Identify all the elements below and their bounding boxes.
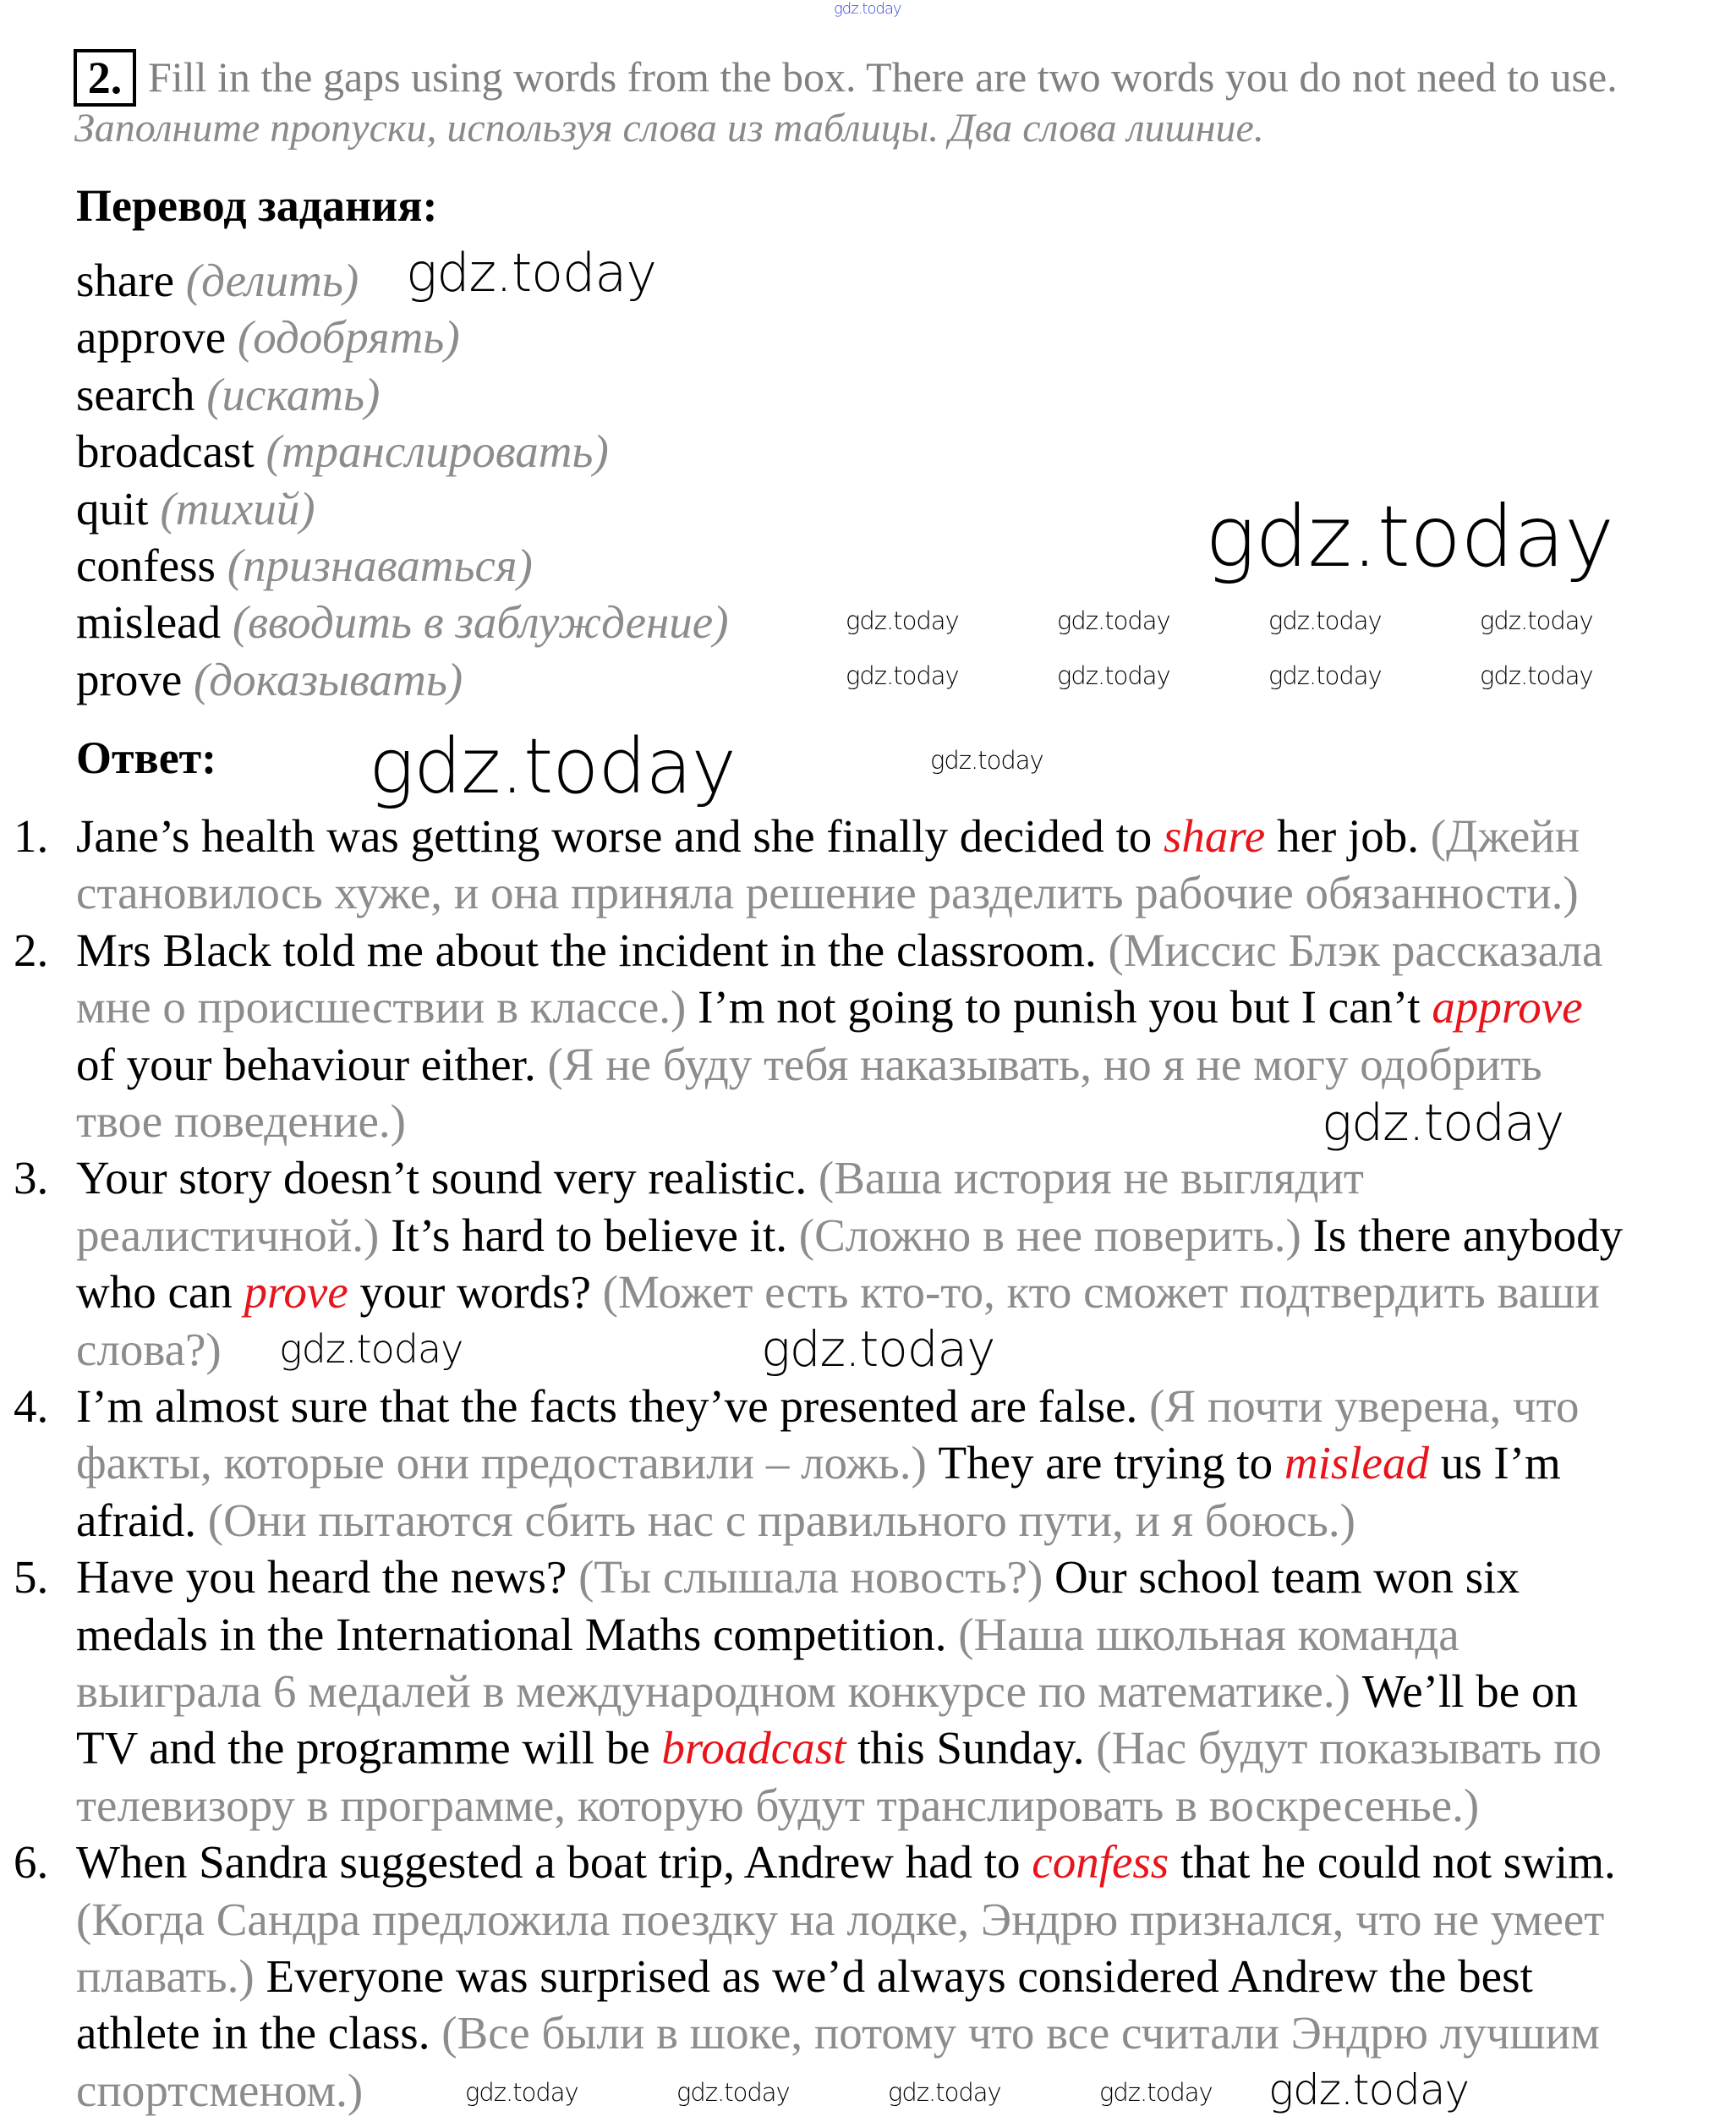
answer-word: prove xyxy=(244,1266,348,1319)
vocab-translation: (тихий) xyxy=(160,482,315,535)
vocab-word: share xyxy=(76,255,175,306)
vocab-item xyxy=(76,480,315,537)
vocab-item xyxy=(76,252,359,309)
answer-number: 4. xyxy=(14,1380,49,1432)
vocab-translation: (транслировать) xyxy=(266,425,609,478)
vocab-translation: (одобрять) xyxy=(237,311,460,364)
answer-number: 3. xyxy=(14,1152,49,1204)
vocab-item xyxy=(76,537,533,594)
english-text: this Sunday. xyxy=(846,1722,1097,1774)
answer-line xyxy=(76,1093,406,1149)
vocab-item xyxy=(76,651,463,708)
answer-word: broadcast xyxy=(661,1722,846,1774)
instruction-ru: Заполните пропуски, используя слова из таблицы. Два слова лишние. xyxy=(74,106,1264,151)
english-text: us I’m xyxy=(1428,1437,1561,1489)
watermark-text: gdz.today xyxy=(1057,661,1170,690)
watermark-text: gdz.today xyxy=(1205,487,1614,586)
watermark-top: gdz.today xyxy=(834,0,901,18)
answer-line xyxy=(76,1834,1616,1890)
watermark-text: gdz.today xyxy=(1268,2065,1470,2114)
watermark-text: gdz.today xyxy=(1268,661,1382,690)
english-text: Everyone was surprised as we’d always considered Andrew the best xyxy=(266,1950,1533,2002)
english-text: Your story doesn’t sound very realistic. xyxy=(76,1152,819,1204)
russian-translation: становилось хуже, и она приняла решение разделить рабочие обязанности.) xyxy=(76,867,1579,919)
english-text: TV and the programme will be xyxy=(76,1722,662,1774)
answer-line xyxy=(76,1149,1364,1206)
english-text: We’ll be on xyxy=(1361,1665,1578,1717)
answer-line xyxy=(76,1948,1533,2004)
russian-translation: спортсменом.) xyxy=(76,2064,364,2116)
answer-number: 1. xyxy=(14,810,49,862)
english-text: her job. xyxy=(1265,810,1431,862)
english-text: that he could not swim. xyxy=(1169,1836,1616,1889)
answer-line xyxy=(76,1891,1604,1948)
english-text: Mrs Black told me about the incident in the classroom. xyxy=(76,924,1109,976)
russian-translation: слова?) xyxy=(76,1323,222,1375)
answer-line xyxy=(76,864,1579,921)
russian-translation: (Миссис Блэк рассказала xyxy=(1108,924,1603,976)
vocab-translation: (доказывать) xyxy=(193,653,463,705)
russian-translation: (Когда Сандра предложила поездку на лодке, Эндрю признался, что не умеет xyxy=(76,1893,1605,1945)
answer-word: share xyxy=(1164,810,1266,862)
vocab-item xyxy=(76,594,729,650)
russian-translation: плавать.) xyxy=(76,1950,266,2002)
english-text: It’s hard to believe it. xyxy=(391,1209,799,1261)
watermark-text: gdz.today xyxy=(279,1326,463,1372)
russian-translation: (Ваша история не выглядит xyxy=(818,1152,1364,1204)
answer-line xyxy=(76,1264,1600,1320)
russian-translation: (Может есть кто-то, кто сможет подтвердить ваши xyxy=(602,1266,1600,1319)
vocab-item xyxy=(76,423,609,480)
answer-line xyxy=(76,1719,1602,1776)
vocab-word: prove xyxy=(76,653,183,705)
answer-line xyxy=(76,1777,1479,1834)
english-text: who can xyxy=(76,1266,244,1319)
answer-line xyxy=(76,979,1583,1035)
vocab-translation: (вводить в заблуждение) xyxy=(232,596,729,649)
watermark-text: gdz.today xyxy=(846,661,959,690)
answer-number: 2. xyxy=(14,924,49,976)
vocab-word: approve xyxy=(76,311,227,364)
vocab-word: broadcast xyxy=(76,425,255,478)
answer-line xyxy=(76,808,1580,864)
english-text: Is there anybody xyxy=(1312,1209,1624,1261)
answer-word: confess xyxy=(1032,1836,1169,1889)
russian-translation: (Я почти уверена, что xyxy=(1149,1380,1580,1432)
answer-line xyxy=(76,1663,1578,1719)
watermark-text: gdz.today xyxy=(1480,606,1593,635)
russian-translation: (Я не буду тебя наказывать, но я не могу одобрить xyxy=(547,1038,1542,1090)
vocab-item xyxy=(76,309,460,365)
answer-line xyxy=(76,1321,222,1378)
watermark-text: gdz.today xyxy=(1322,1094,1564,1153)
english-text: medals in the International Maths competition. xyxy=(76,1608,959,1660)
answer-line xyxy=(76,1207,1623,1264)
watermark-text: gdz.today xyxy=(369,722,736,811)
english-text: Jane’s health was getting worse and she finally decided to xyxy=(76,810,1164,862)
english-text: athlete in the class. xyxy=(76,2007,442,2059)
translation-heading: Перевод задания: xyxy=(76,180,438,231)
english-text: I’m almost sure that the facts they’ve presented are false. xyxy=(76,1380,1150,1432)
watermark-text: gdz.today xyxy=(846,606,959,635)
russian-translation: (Джейн xyxy=(1430,810,1580,862)
answer-line xyxy=(76,1036,1542,1093)
russian-translation: реалистичной.) xyxy=(76,1209,392,1261)
english-text: your words? xyxy=(348,1266,603,1319)
english-text: of your behaviour either. xyxy=(76,1038,548,1090)
instruction-en: Fill in the gaps using words from the box. There are two words you do not need to use. xyxy=(148,53,1618,101)
answer-line xyxy=(76,1492,1355,1549)
russian-translation: (Все были в шоке, потому что все считали Эндрю лучшим xyxy=(441,2007,1600,2059)
vocab-item xyxy=(76,366,380,423)
russian-translation: (Наша школьная команда xyxy=(958,1608,1459,1660)
russian-translation: мне о происшествии в классе.) xyxy=(76,981,698,1034)
russian-translation: телевизору в программе, которую будут транслировать в воскресенье.) xyxy=(76,1779,1480,1831)
answer-number: 6. xyxy=(14,1836,49,1889)
russian-translation: (Они пытаются сбить нас с правильного пути, и я боюсь.) xyxy=(207,1494,1355,1546)
answer-line xyxy=(76,1606,1459,1663)
vocab-translation: (искать) xyxy=(206,368,381,420)
watermark-text: gdz.today xyxy=(676,2078,790,2107)
watermark-text: gdz.today xyxy=(761,1320,995,1378)
english-text: I’m not going to punish you but I can’t xyxy=(698,981,1432,1034)
vocab-translation: (делить) xyxy=(185,255,359,306)
english-text: Our school team won six xyxy=(1054,1551,1520,1604)
watermark-text: gdz.today xyxy=(1099,2078,1213,2107)
answer-word: approve xyxy=(1432,981,1583,1034)
answer-number: 5. xyxy=(14,1551,49,1604)
vocab-word: mislead xyxy=(76,596,222,649)
english-text: They are trying to xyxy=(938,1437,1284,1489)
exercise-number: 2. xyxy=(74,49,136,107)
vocab-word: search xyxy=(76,368,195,420)
vocab-word: confess xyxy=(76,540,216,591)
vocab-word: quit xyxy=(76,482,149,535)
russian-translation: (Ты слышала новость?) xyxy=(578,1551,1055,1604)
answer-line xyxy=(76,2004,1600,2061)
answer-line xyxy=(76,1434,1561,1491)
english-text: afraid. xyxy=(76,1494,208,1546)
answer-heading: Ответ: xyxy=(76,732,217,783)
watermark-text: gdz.today xyxy=(1057,606,1170,635)
english-text: Have you heard the news? xyxy=(76,1551,579,1604)
answer-line xyxy=(76,2062,363,2119)
russian-translation: выиграла 6 медалей в международном конкурсе по математике.) xyxy=(76,1665,1362,1717)
watermark-text: gdz.today xyxy=(1480,661,1593,690)
russian-translation: твое поведение.) xyxy=(76,1095,406,1147)
english-text: When Sandra suggested a boat trip, Andrew had to xyxy=(76,1836,1032,1889)
answer-word: mislead xyxy=(1284,1437,1429,1489)
watermark-text: gdz.today xyxy=(888,2078,1001,2107)
watermark-text: gdz.today xyxy=(406,242,657,304)
answer-line xyxy=(76,1549,1520,1605)
vocab-translation: (признаваться) xyxy=(227,540,533,591)
watermark-text: gdz.today xyxy=(1268,606,1382,635)
russian-translation: (Нас будут показывать по xyxy=(1096,1722,1602,1774)
russian-translation: (Сложно в нее поверить.) xyxy=(798,1209,1313,1261)
russian-translation: факты, которые они предоставили – ложь.) xyxy=(76,1437,939,1489)
watermark-text: gdz.today xyxy=(930,746,1043,775)
answer-line xyxy=(76,1378,1580,1434)
watermark-text: gdz.today xyxy=(465,2078,578,2107)
answer-line xyxy=(76,922,1602,979)
